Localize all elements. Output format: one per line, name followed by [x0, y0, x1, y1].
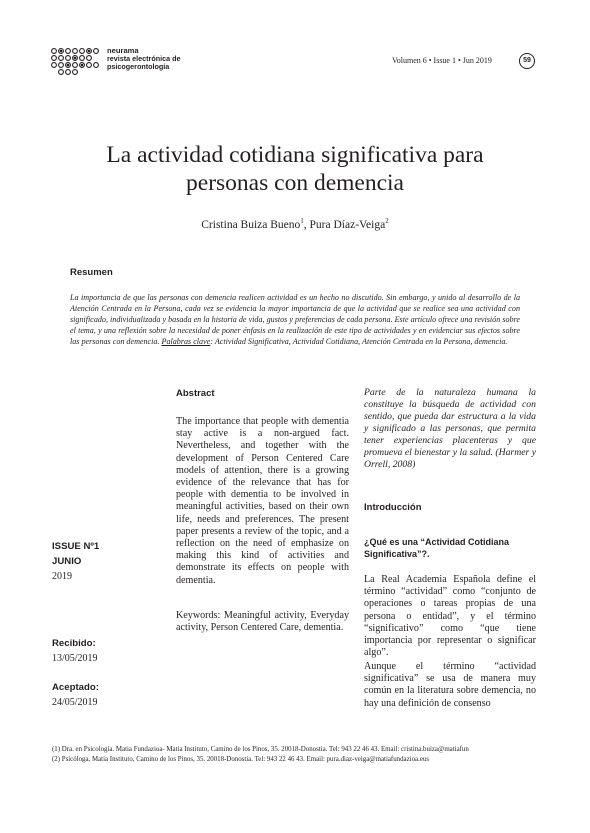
footnote-2: (2) Psicóloga, Matia Instituto, Camino de los Pinos, 35. 20018-Donostia. Tel: 943 22 46 43. Email: pura.diaz-veiga@matiafundazioa.eus — [52, 756, 429, 763]
year-value: 2019 — [52, 571, 72, 582]
quote-citation: (Harmer y Orrell, 2008) — [364, 447, 537, 470]
received-date: 13/05/2019 — [52, 653, 98, 664]
footnotes — [52, 745, 552, 765]
footnote-1: (1) Dra. en Psicología. Matia Fundazioa- Matia Instituto, Camino de los Pinos, 35. 20018-Donostia. Tel: 943 22 46 43. Email: cristina.buiza@matiafun — [52, 746, 469, 753]
author-separator: , — [303, 219, 310, 231]
issue-info: Volumen 6 • Issue 1 • Jun 2019 — [392, 56, 492, 65]
author-1: Cristina Buiza Bueno — [201, 219, 301, 231]
author-1-affiliation: 1 — [300, 217, 304, 226]
brand-name: neurama — [107, 46, 139, 55]
resumen-text: La importancia de que las personas con demencia realicen actividad es un hecho no discutido. Sin embargo, y unido al desarrollo de la Atención Centrada en la Persona, cada vez se evidencia la mayor importancia de que la actividad que se realice sea una actividad con significado, individualizada y basada en la historia de vida, gustos y preferencias de cada persona. Este artículo ofrece una revisión sobre el tema, y una reflexión sobre la necesidad de poner énfasis en la realización de este tipo de actividades y en evidenciar sus efectos sobre las personas con demencia. — [70, 293, 520, 346]
article-title — [40, 141, 550, 197]
received-label: Recibido: — [52, 638, 96, 649]
intro-paragraph-1: La Real Academia Española define el término “actividad” como “conjunto de operaciones o tareas propias de una persona o entidad”, y el término “significativo” como “que tiene importancia por representar o significar algo”. — [364, 574, 536, 659]
author-2: Pura Díaz-Veiga — [309, 219, 386, 231]
issue-label: ISSUE Nº1 — [52, 541, 100, 552]
accepted-date: 24/05/2019 — [52, 697, 98, 708]
abstract-text: The importance that people with dementia stay active is a non-argued fact. Nevertheless, and together with the development of Person Centered Care models of attention, there is a growing evidence of the relevance that has for people with dementia to be involved in meaningful activities, based on their own life, needs and preferences. The present paper presents a review of the topic, and a reflection on the need of emphasize on making this kind of activities and demonstrate its effects on people with dementia. — [176, 416, 349, 586]
author-2-affiliation: 2 — [385, 217, 389, 226]
keywords-text: : Actividad Significativa, Actividad Cotidiana, Atención Centrada en la Persona, demencia. — [210, 337, 508, 346]
accepted-label: Aceptado: — [52, 682, 99, 693]
abstract-keywords: Keywords: Meaningful activity, Everyday activity, Person Centered Care, dementia. — [176, 610, 349, 634]
intro-paragraph-2: Aunque el término “actividad significativa” se usa de manera muy común en la literatura sobre demencia, no hay una definición de consenso — [364, 661, 536, 709]
section-subheading: ¿Qué es una “Actividad Cotidiana Significativa”?. — [364, 537, 510, 559]
month-label: JUNIO — [52, 556, 82, 567]
epigraph-quote — [364, 387, 536, 471]
brand-subtitle-line1: revista electrónica de — [107, 54, 181, 63]
journal-brand — [107, 47, 181, 71]
author-list — [40, 219, 550, 231]
page-number-badge: 59 — [519, 53, 535, 69]
resumen-section — [70, 292, 520, 347]
introduction-heading: Introducción — [364, 502, 422, 513]
brand-subtitle-line2: psicogerontología — [107, 62, 170, 71]
resumen-heading: Resumen — [70, 267, 113, 278]
title-line-1: La actividad cotidiana significativa para — [106, 142, 484, 168]
neurama-logo-icon — [50, 46, 104, 76]
keywords-label: Palabras clave — [161, 337, 211, 346]
abstract-heading: Abstract — [176, 388, 215, 399]
quote-text: Parte de la naturaleza humana la constituye la búsqueda de actividad con sentido, que pueda dar estructura a la vida y significado a las personas, que permita tener experiencias placenteras y que promueva el bienestar y la salud. — [364, 387, 536, 458]
title-line-2: personas con demencia — [186, 170, 404, 196]
